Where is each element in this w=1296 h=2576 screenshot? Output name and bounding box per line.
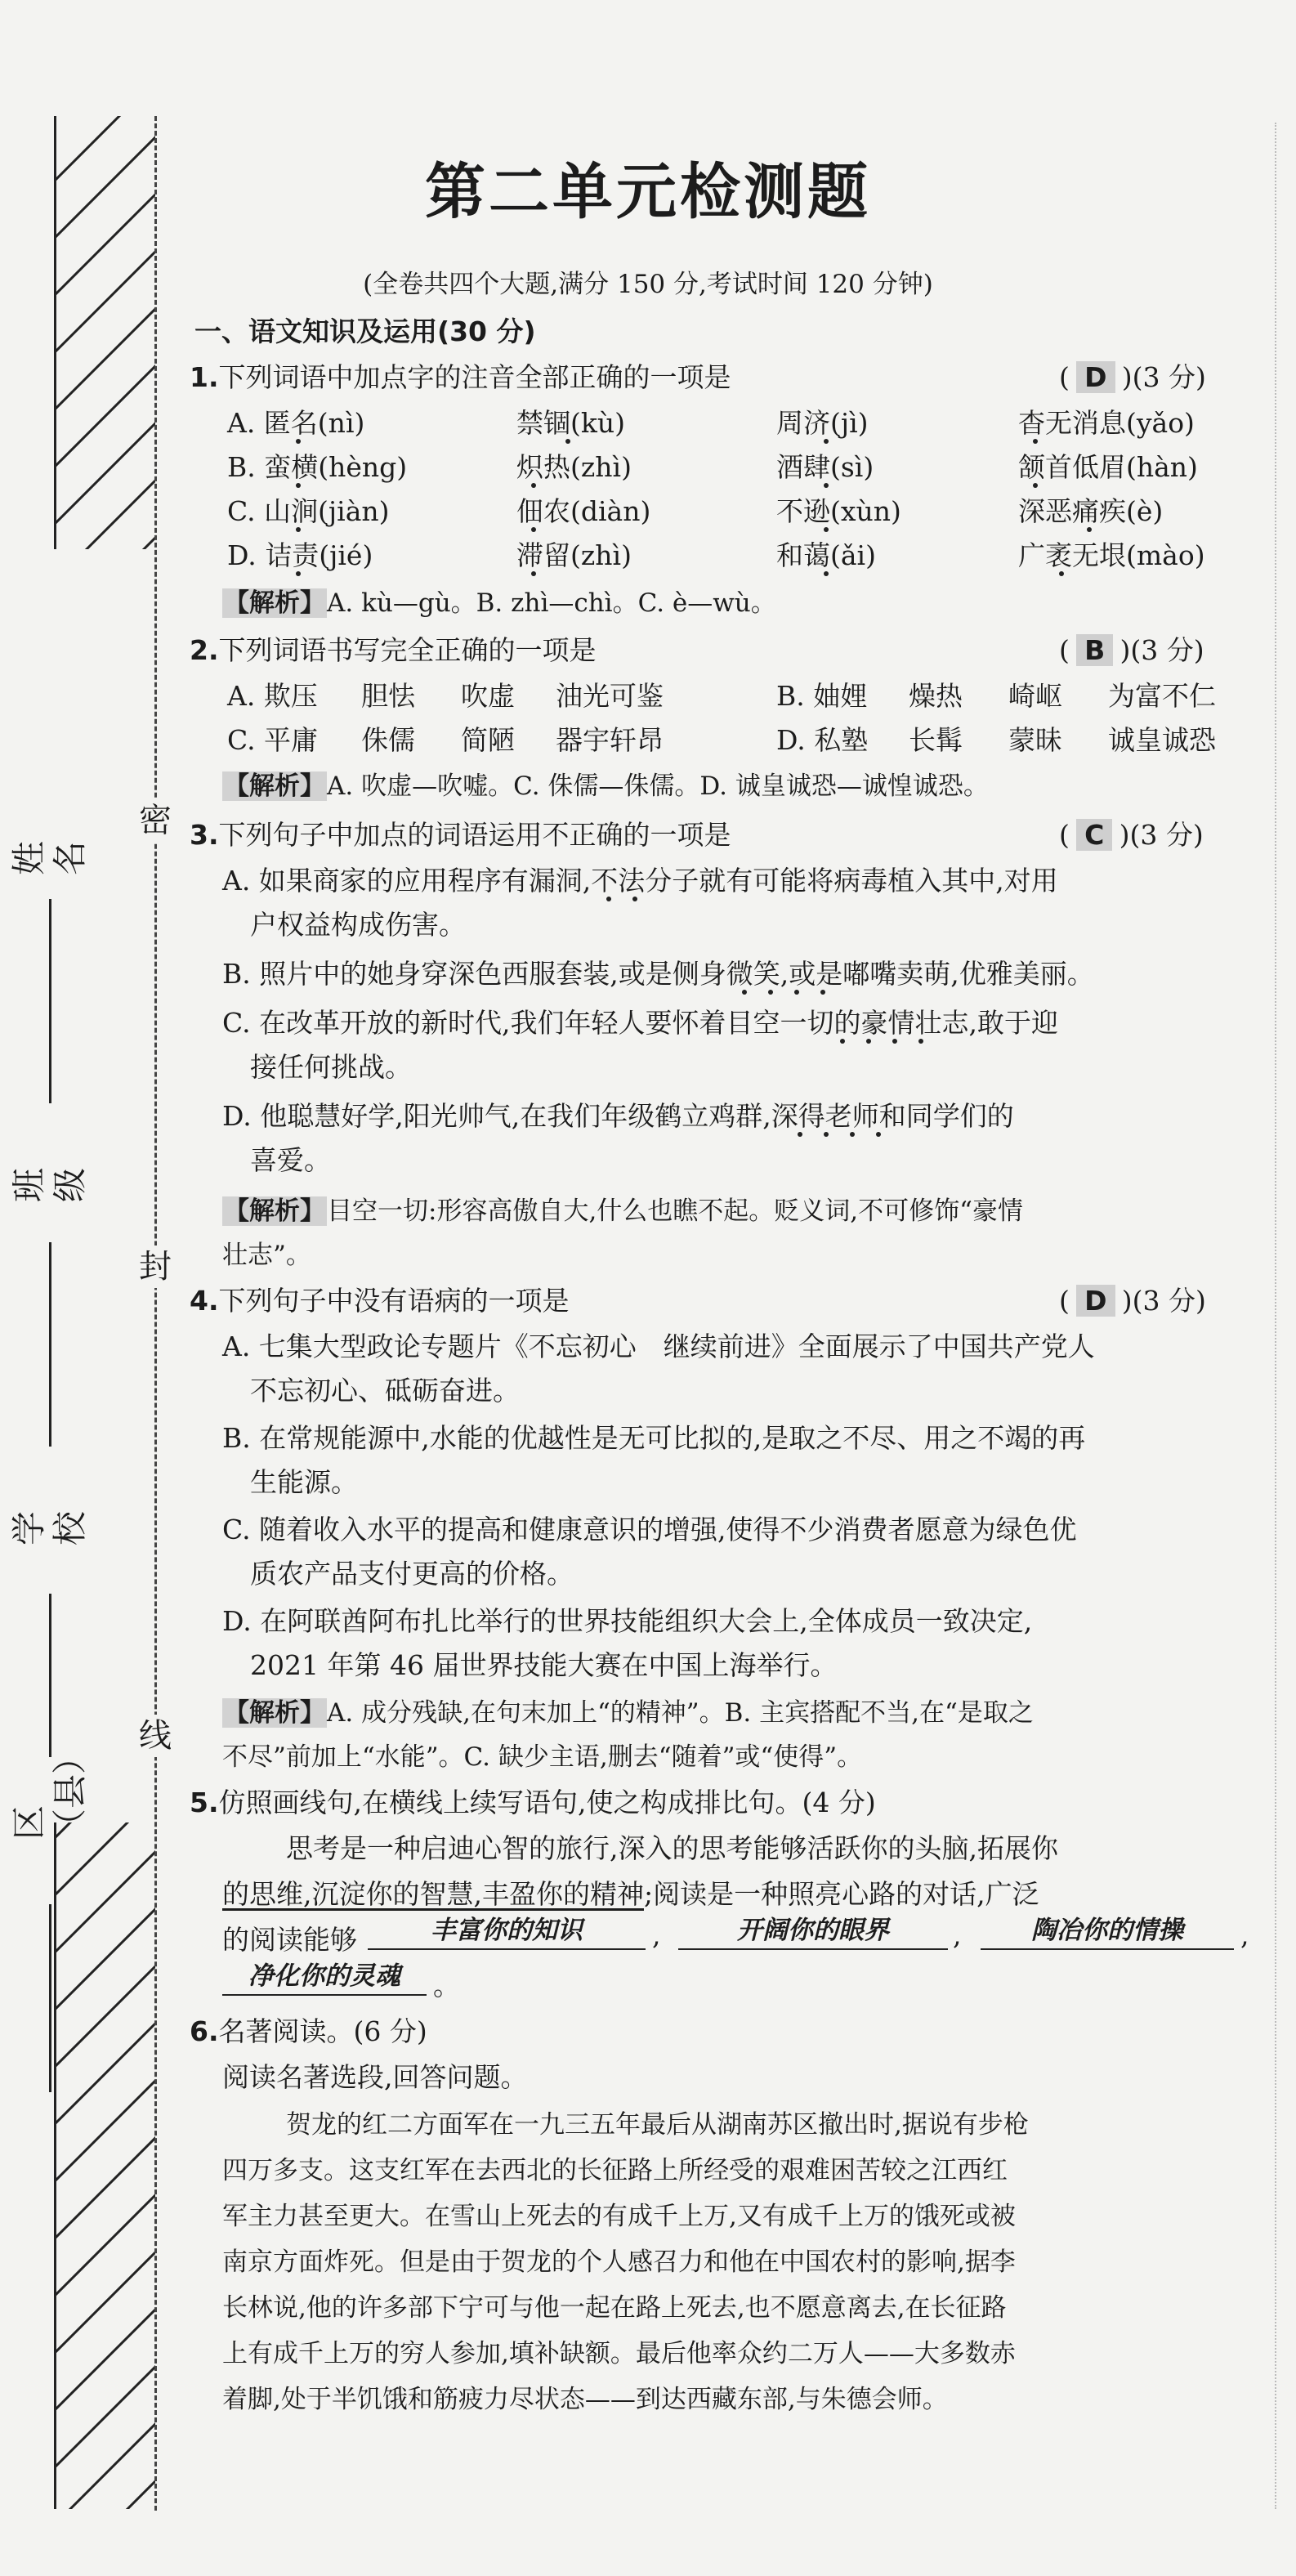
emphasis-dot (606, 897, 611, 901)
q2-option-b-1: B. 妯娌 (776, 680, 868, 712)
q1-option-b-3: 酒肆(sì) (776, 451, 874, 483)
q2-option-c-3: 简陋 (461, 724, 515, 756)
q5-passage-line1: 思考是一种启迪心智的旅行,深入的思考能够活跃你的头脑,拓展你 (286, 1832, 1058, 1864)
q3-option-a-line1: A. 如果商家的应用程序有漏洞,不法分子就有可能将病毒植入其中,对用 (222, 865, 1058, 897)
q4-option-c-line1: C. 随着收入水平的提高和健康意识的增强,使得不少消费者愿意为绿色优 (222, 1514, 1077, 1545)
answer-box: D (1076, 361, 1115, 393)
emphasis-dot (824, 527, 829, 532)
question-2-answer: ( B )(3 分) (1059, 634, 1204, 666)
q3-option-a-line2: 户权益构成伤害。 (250, 909, 466, 941)
class-label: 班级 (9, 1168, 90, 1203)
emphasis-dot (824, 439, 829, 444)
question-3-stem: 3.下列句子中加点的词语运用不正确的一项是 (190, 819, 731, 851)
q1-option-a-4: 杳无消息(yǎo) (1018, 407, 1195, 439)
q4-option-d-line2: 2021 年第 46 届世界技能大赛在中国上海举行。 (250, 1649, 838, 1681)
q4-option-a-line1: A. 七集大型政论专题片《不忘初心 继续前进》全面展示了中国共产党人 (222, 1330, 1095, 1362)
q6-excerpt-line1: 贺龙的红二方面军在一九三五年最后从湖南苏区撤出时,据说有步枪 (286, 2110, 1029, 2140)
q3-option-c-line2: 接任何挑战。 (250, 1051, 412, 1083)
q1-option-a-1: A. 匿名(nì) (227, 407, 365, 439)
emphasis-dot (1033, 483, 1038, 488)
answer-box: C (1076, 819, 1112, 851)
name-label: 姓名 (9, 841, 90, 876)
q4-option-b-line1: B. 在常规能源中,水能的优越性是无可比拟的,是取之不尽、用之不竭的再 (222, 1422, 1086, 1454)
binding-border (54, 1822, 56, 2509)
district-label: 区（县） (9, 1739, 90, 1843)
emphasis-dot (296, 483, 301, 488)
seal-char-feng: 封 (134, 1246, 177, 1288)
q1-analysis: 【解析】A. kù—gù。B. zhì—chì。C. è—wù。 (224, 588, 776, 618)
q1-option-d-3: 和蔼(ǎi) (776, 539, 876, 571)
seal-char-xian: 线 (134, 1715, 177, 1757)
question-5-stem: 5.仿照画线句,在横线上续写语句,使之构成排比句。(4 分) (190, 1787, 876, 1818)
q2-option-b-3: 崎岖 (1008, 680, 1062, 712)
emphasis-dot (632, 897, 637, 901)
question-2-stem: 2.下列词语书写完全正确的一项是 (190, 634, 597, 666)
q1-option-b-4: 颔首低眉(hàn) (1018, 451, 1198, 483)
emphasis-dot (840, 1039, 845, 1044)
question-6-stem: 6.名著阅读。(6 分) (190, 2015, 427, 2047)
emphasis-dot (1059, 571, 1064, 576)
emphasis-dot (531, 527, 536, 532)
question-4-stem: 4.下列句子中没有语病的一项是 (190, 1285, 570, 1317)
q2-option-d-3: 蒙昧 (1008, 724, 1062, 756)
emphasis-dot (798, 1132, 802, 1137)
q1-option-a-3: 周济(jì) (776, 407, 869, 439)
q3-option-b-line1: B. 照片中的她身穿深色西服套装,或是侧身微笑,或是嘟嘴卖萌,优雅美丽。 (222, 958, 1094, 990)
q1-option-b-2: 炽热(zhì) (516, 451, 632, 483)
answer-blank-4[interactable]: 净化你的灵魂 (222, 1958, 427, 1996)
page-title: 第二单元检测题 (425, 157, 871, 227)
q4-analysis-line2: 不尽”前加上“水能”。C. 缺少主语,删去“随着”或“使得”。 (222, 1742, 863, 1772)
q1-option-c-2: 佃农(diàn) (516, 495, 651, 527)
q1-option-c-3: 不逊(xùn) (776, 495, 901, 527)
emphasis-dot (768, 990, 773, 995)
emphasis-dot (296, 527, 301, 532)
q2-option-c-1: C. 平庸 (227, 724, 319, 756)
q2-option-b-4: 为富不仁 (1108, 680, 1216, 712)
q6-excerpt-line5: 长林说,他的许多部下宁可与他一起在路上死去,也不愿意离去,在长征路 (222, 2293, 1007, 2323)
emphasis-dot (918, 1039, 923, 1044)
q1-option-d-4: 广袤无垠(mào) (1018, 539, 1205, 571)
q1-option-c-1: C. 山涧(jiàn) (227, 495, 390, 527)
question-1-stem: 1.下列词语中加点字的注音全部正确的一项是 (190, 361, 731, 393)
emphasis-dot (1033, 439, 1038, 444)
comma: , (652, 1919, 661, 1951)
q2-option-a-2: 胆怯 (361, 680, 415, 712)
exam-info: (全卷共四个大题,满分 150 分,考试时间 120 分钟) (363, 270, 933, 299)
underlined-model-sentence: 的思维,沉淀你的智慧,丰盈你的精神 (222, 1878, 644, 1910)
district-write-line (49, 1904, 51, 2092)
question-3-answer: ( C )(3 分) (1059, 819, 1204, 851)
q3-option-d-line2: 喜爱。 (250, 1144, 331, 1176)
q2-option-c-2: 侏儒 (361, 724, 415, 756)
section-heading: 一、语文知识及运用(30 分) (194, 315, 536, 347)
hatch-pattern (54, 1822, 155, 2509)
q3-option-c-line1: C. 在改革开放的新时代,我们年轻人要怀着目空一切的豪情壮志,敢于迎 (222, 1007, 1059, 1039)
seal-char-mi: 密 (134, 799, 177, 842)
page-edge (1275, 123, 1276, 2509)
emphasis-dot (742, 990, 747, 995)
emphasis-dot (531, 483, 536, 488)
q1-option-b-1: B. 蛮横(hèng) (227, 451, 408, 483)
emphasis-dot (876, 1132, 881, 1137)
emphasis-dot (794, 990, 799, 995)
q4-option-c-line2: 质农产品支付更高的价格。 (250, 1558, 574, 1590)
question-4-answer: ( D )(3 分) (1059, 1285, 1206, 1317)
answer-blank-1[interactable]: 丰富你的知识 (368, 1912, 646, 1950)
q4-option-b-line2: 生能源。 (250, 1466, 358, 1498)
q6-excerpt-line4: 南京方面炸死。但是由于贺龙的个人感召力和他在中国农村的影响,据李 (222, 2247, 1016, 2277)
q3-option-d-line1: D. 他聪慧好学,阳光帅气,在我们年级鹤立鸡群,深得老师和同学们的 (222, 1100, 1014, 1132)
q5-passage-line2: 的思维,沉淀你的智慧,丰盈你的精神;阅读是一种照亮心路的对话,广泛 (222, 1878, 1039, 1910)
q2-option-a-1: A. 欺压 (227, 680, 318, 712)
answer-blank-2[interactable]: 开阔你的眼界 (678, 1912, 948, 1950)
q3-analysis-line1: 【解析】目空一切:形容高傲自大,什么也瞧不起。贬义词,不可修饰“豪情 (224, 1196, 1023, 1226)
q2-option-a-4: 油光可鉴 (556, 680, 664, 712)
q2-option-c-4: 器宇轩昂 (556, 724, 664, 756)
q6-excerpt-line7: 着脚,处于半饥饿和筋疲力尽状态——到达西藏东部,与朱德会师。 (222, 2385, 948, 2414)
q3-analysis-line2: 壮志”。 (222, 1241, 311, 1270)
school-label: 学校 (9, 1511, 90, 1546)
q1-option-d-2: 滞留(zhì) (516, 539, 632, 571)
emphasis-dot (531, 571, 536, 576)
q4-analysis-line1: 【解析】A. 成分残缺,在句末加上“的精神”。B. 主宾搭配不当,在“是取之 (224, 1698, 1034, 1728)
q4-option-a-line2: 不忘初心、砥砺奋进。 (250, 1375, 520, 1407)
emphasis-dot (820, 990, 825, 995)
q2-option-b-2: 燥热 (909, 680, 963, 712)
class-write-line (49, 1242, 51, 1447)
q2-analysis: 【解析】A. 吹虚—吹嘘。C. 侏儒—侏儒。D. 诚皇诚恐—诚惶诚恐。 (224, 771, 989, 801)
comma: , (953, 1919, 962, 1951)
emphasis-dot (824, 571, 829, 576)
answer-blank-3[interactable]: 陶冶你的情操 (981, 1912, 1234, 1950)
emphasis-dot (565, 439, 570, 444)
q6-excerpt-line2: 四万多支。这支红军在去西北的长征路上所经受的艰难困苦较之江西红 (222, 2156, 1008, 2185)
q1-option-d-1: D. 诘责(jié) (227, 539, 373, 571)
q4-option-d-line1: D. 在阿联酋阿布扎比举行的世界技能组织大会上,全体成员一致决定, (222, 1605, 1033, 1637)
q2-option-d-1: D. 私塾 (776, 724, 869, 756)
q6-intro: 阅读名著选段,回答问题。 (222, 2061, 528, 2093)
emphasis-dot (296, 439, 301, 444)
name-write-line (49, 899, 51, 1103)
binding-dashed-line (154, 116, 157, 2511)
emphasis-dot (866, 1039, 871, 1044)
q1-option-a-2: 禁锢(kù) (516, 407, 625, 439)
q2-option-a-3: 吹虚 (461, 680, 515, 712)
q1-option-c-4: 深恶痛疾(è) (1018, 495, 1164, 527)
answer-box: D (1076, 1285, 1115, 1317)
answer-box: B (1076, 634, 1113, 666)
q2-option-d-2: 长髯 (909, 724, 963, 756)
binding-hatch-bottom (54, 1822, 155, 2509)
emphasis-dot (824, 483, 829, 488)
question-1-answer: ( D )(3 分) (1059, 361, 1206, 393)
period: 。 (433, 1970, 460, 2001)
emphasis-dot (824, 1132, 829, 1137)
emphasis-dot (850, 1132, 855, 1137)
emphasis-dot (1087, 527, 1092, 532)
emphasis-dot (296, 571, 301, 576)
emphasis-dot (892, 1039, 897, 1044)
q5-passage-line3: 的阅读能够 (222, 1924, 357, 1956)
comma: , (1240, 1919, 1249, 1951)
q6-excerpt-line3: 军主力甚至更大。在雪山上死去的有成千上万,又有成千上万的饿死或被 (222, 2202, 1016, 2231)
q6-excerpt-line6: 上有成千上万的穷人参加,填补缺额。最后他率众约二万人——大多数赤 (222, 2339, 1016, 2368)
q2-option-d-4: 诚皇诚恐 (1108, 724, 1216, 756)
